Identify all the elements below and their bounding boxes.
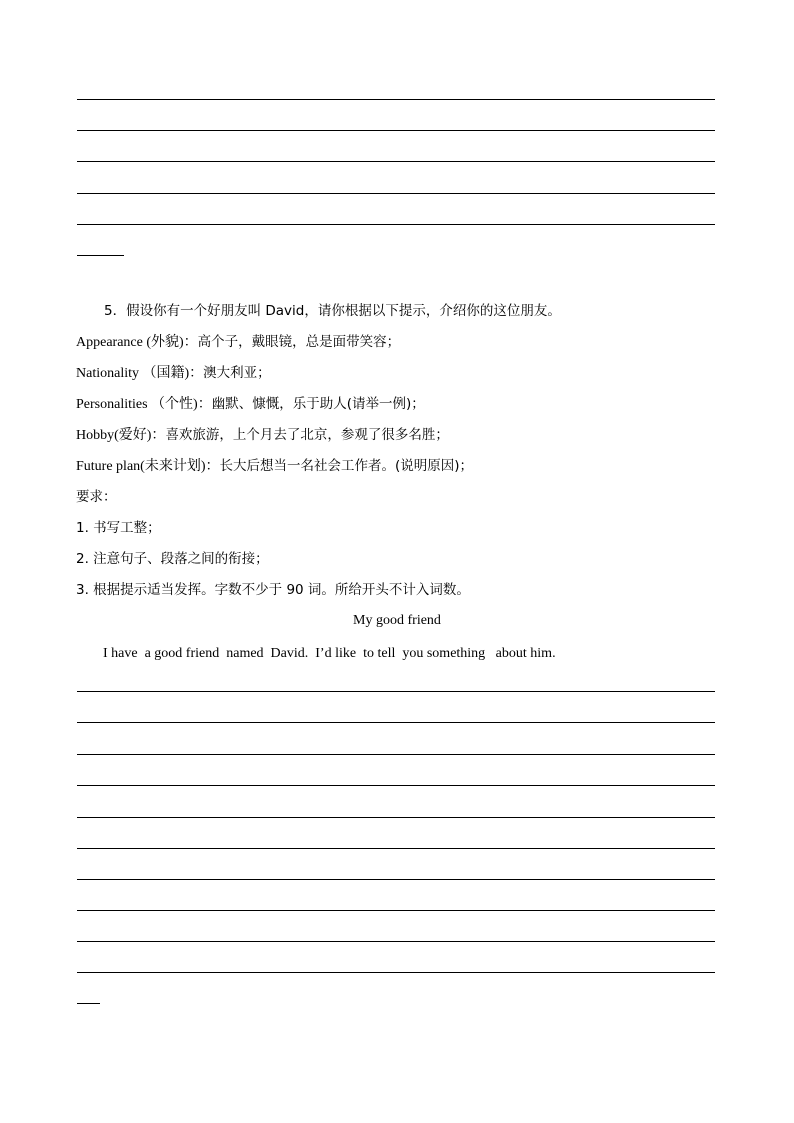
hint-nationality	[76, 364, 271, 383]
requirements-heading: 要求：	[76, 489, 117, 505]
hint-label: Hobby(爱好)：	[76, 428, 166, 443]
hint-label: Future plan(未来计划)：	[76, 459, 220, 474]
writing-line	[77, 754, 715, 755]
essay-title: My good friend	[353, 613, 441, 628]
writing-line	[77, 910, 715, 911]
writing-line	[77, 879, 715, 880]
hint-text: 高个子，戴眼镜，总是面带笑容；	[197, 334, 401, 350]
hint-appearance	[76, 333, 400, 352]
requirement-item: 2. 注意句子、段落之间的衔接；	[76, 551, 269, 567]
hint-text: 幽默、慷慨，乐于助人(请举一例)；	[211, 396, 425, 412]
hint-label: Nationality （国籍)：	[76, 366, 204, 381]
hint-label: Personalities （个性)：	[76, 397, 212, 412]
hint-future-plan	[76, 457, 473, 476]
writing-line	[77, 691, 715, 692]
writing-line	[77, 224, 715, 225]
writing-line	[77, 161, 715, 162]
requirement-item: 3. 根据提示适当发挥。字数不少于 90 词。所给开头不计入词数。	[76, 582, 470, 598]
writing-line	[77, 99, 715, 100]
writing-line	[77, 193, 715, 194]
opening-sentence: I have a good friend named David. I’d like to tell you something about him.	[103, 646, 556, 661]
question-prompt: 5．假设你有一个好朋友叫 David，请你根据以下提示，介绍你的这位朋友。	[104, 303, 561, 319]
writing-line	[77, 130, 715, 131]
writing-line	[77, 722, 715, 723]
hint-personalities	[76, 395, 425, 414]
hint-text: 长大后想当一名社会工作者。(说明原因)；	[219, 458, 474, 474]
writing-line	[77, 785, 715, 786]
hint-text: 喜欢旅游，上个月去了北京，参观了很多名胜；	[165, 427, 449, 443]
writing-line	[77, 972, 715, 973]
hint-text: 澳大利亚；	[203, 365, 271, 381]
hint-hobby	[76, 426, 449, 445]
hint-label: Appearance (外貌)：	[76, 335, 198, 350]
writing-line	[77, 941, 715, 942]
writing-line-end	[77, 1003, 100, 1004]
writing-line-end	[77, 255, 124, 256]
writing-line	[77, 848, 715, 849]
writing-line	[77, 817, 715, 818]
requirement-item: 1. 书写工整；	[76, 520, 161, 536]
